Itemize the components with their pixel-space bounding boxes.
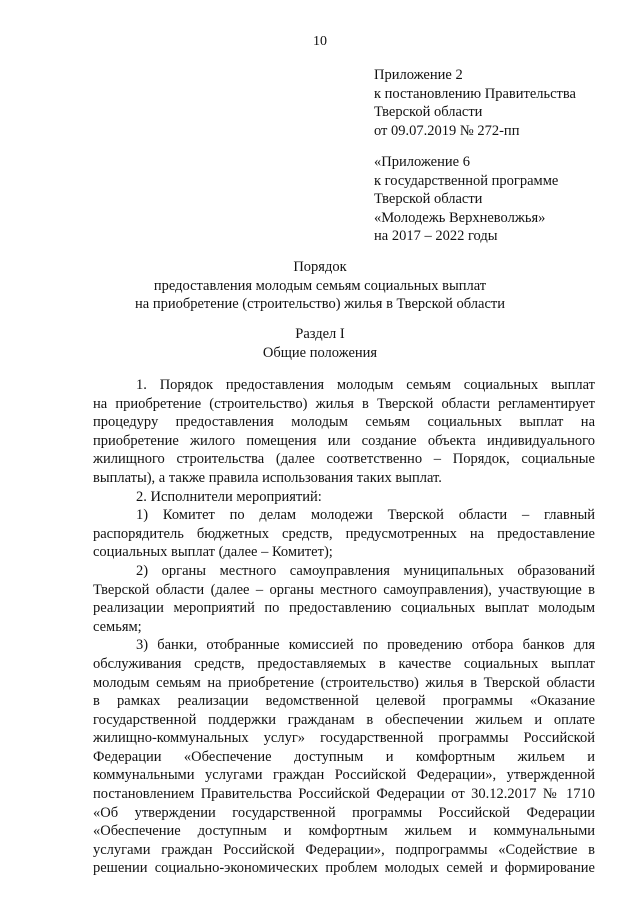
paragraph-line: молодым семьям на приобретение (строительство) жилья в Тверской области <box>93 674 595 691</box>
paragraph-line: «Обеспечение доступным и комфортным жильем и коммунальными <box>93 823 595 840</box>
paragraph-line: коммунальными услугами граждан Российской Федерации», утвержденной <box>93 767 595 784</box>
paragraph-line: Тверской области (далее – органы местного самоуправления), участвующие в <box>93 581 595 598</box>
paragraph-line: услугами граждан Российской Федерации», подпрограммы «Содействие в <box>93 841 595 858</box>
paragraph-line: в рамках реализации ведомственной целевой программы «Оказание <box>93 693 595 710</box>
paragraph-line: процедуру предоставления молодым семьям социальных выплат на <box>93 414 595 431</box>
section-number: Раздел I <box>295 326 345 342</box>
paragraph-line: 1. Порядок предоставления молодым семьям социальных выплат <box>136 377 595 393</box>
paragraph-line: «Об утверждении государственной программы Российской Федерации <box>93 804 595 821</box>
appendix-line: к государственной программе <box>374 172 559 189</box>
paragraph-line: 2. Исполнители мероприятий: <box>136 488 322 505</box>
document-title <box>0 258 640 314</box>
paragraph-line: 1) Комитет по делам молодежи Тверской области – главный <box>136 507 595 524</box>
paragraph-line: приобретение жилого помещения или создание объекта индивидуального <box>93 432 595 449</box>
paragraph-line: Федерации «Обеспечение доступным и комфортным жильем и <box>93 748 595 765</box>
paragraph-line: на приобретение (строительство) жилья в Тверской области регламентирует <box>93 395 595 412</box>
appendix-line: Приложение 2 <box>374 67 463 83</box>
title-line: Порядок <box>293 259 347 275</box>
appendix-line: Тверской области <box>374 191 483 208</box>
appendix-line: «Молодежь Верхневолжья» <box>374 209 546 226</box>
body-text <box>93 376 595 878</box>
page-number: 10 <box>313 34 327 49</box>
appendix-6-header <box>374 153 558 246</box>
paragraph-line: жилищно-коммунальных услуг» государственной программы Российской <box>93 730 595 747</box>
paragraph-line: распорядитель бюджетных средств, предусмотренных на предоставление <box>93 525 595 542</box>
paragraph-line: постановлением Правительства Российской Федерации от 30.12.2017 № 1710 <box>93 786 595 803</box>
appendix-2-header <box>374 66 576 140</box>
paragraph-line: решении социально-экономических проблем молодых семей и формирование <box>93 860 595 877</box>
paragraph-line: государственной поддержки гражданам в обеспечении жильем и оплате <box>93 711 595 728</box>
appendix-line: к постановлению Правительства <box>374 85 576 102</box>
paragraph-line: выплаты), а также правила использования таких выплат. <box>93 469 442 486</box>
paragraph-line: реализации мероприятий по предоставлению социальных выплат молодым <box>93 600 595 617</box>
paragraph-line: жилищного строительства (далее соответственно – Порядок, социальные <box>93 451 595 468</box>
title-line: на приобретение (строительство) жилья в Тверской области <box>135 296 505 313</box>
paragraph-line: обслуживания средств, предоставляемых в качестве социальных выплат <box>93 655 595 672</box>
appendix-line: «Приложение 6 <box>374 154 470 170</box>
section-heading <box>0 325 640 362</box>
paragraph-line: 2) органы местного самоуправления муниципальных образований <box>136 562 595 579</box>
appendix-line: на 2017 – 2022 годы <box>374 228 498 245</box>
paragraph-line: семьям; <box>93 618 142 635</box>
paragraph-line: социальных выплат (далее – Комитет); <box>93 544 333 561</box>
appendix-line: от 09.07.2019 № 272-пп <box>374 122 520 139</box>
appendix-line: Тверской области <box>374 104 483 121</box>
section-name: Общие положения <box>262 344 378 361</box>
paragraph-line: 3) банки, отобранные комиссией по проведению отбора банков для <box>136 637 595 654</box>
title-line: предоставления молодым семьям социальных выплат <box>153 277 487 294</box>
